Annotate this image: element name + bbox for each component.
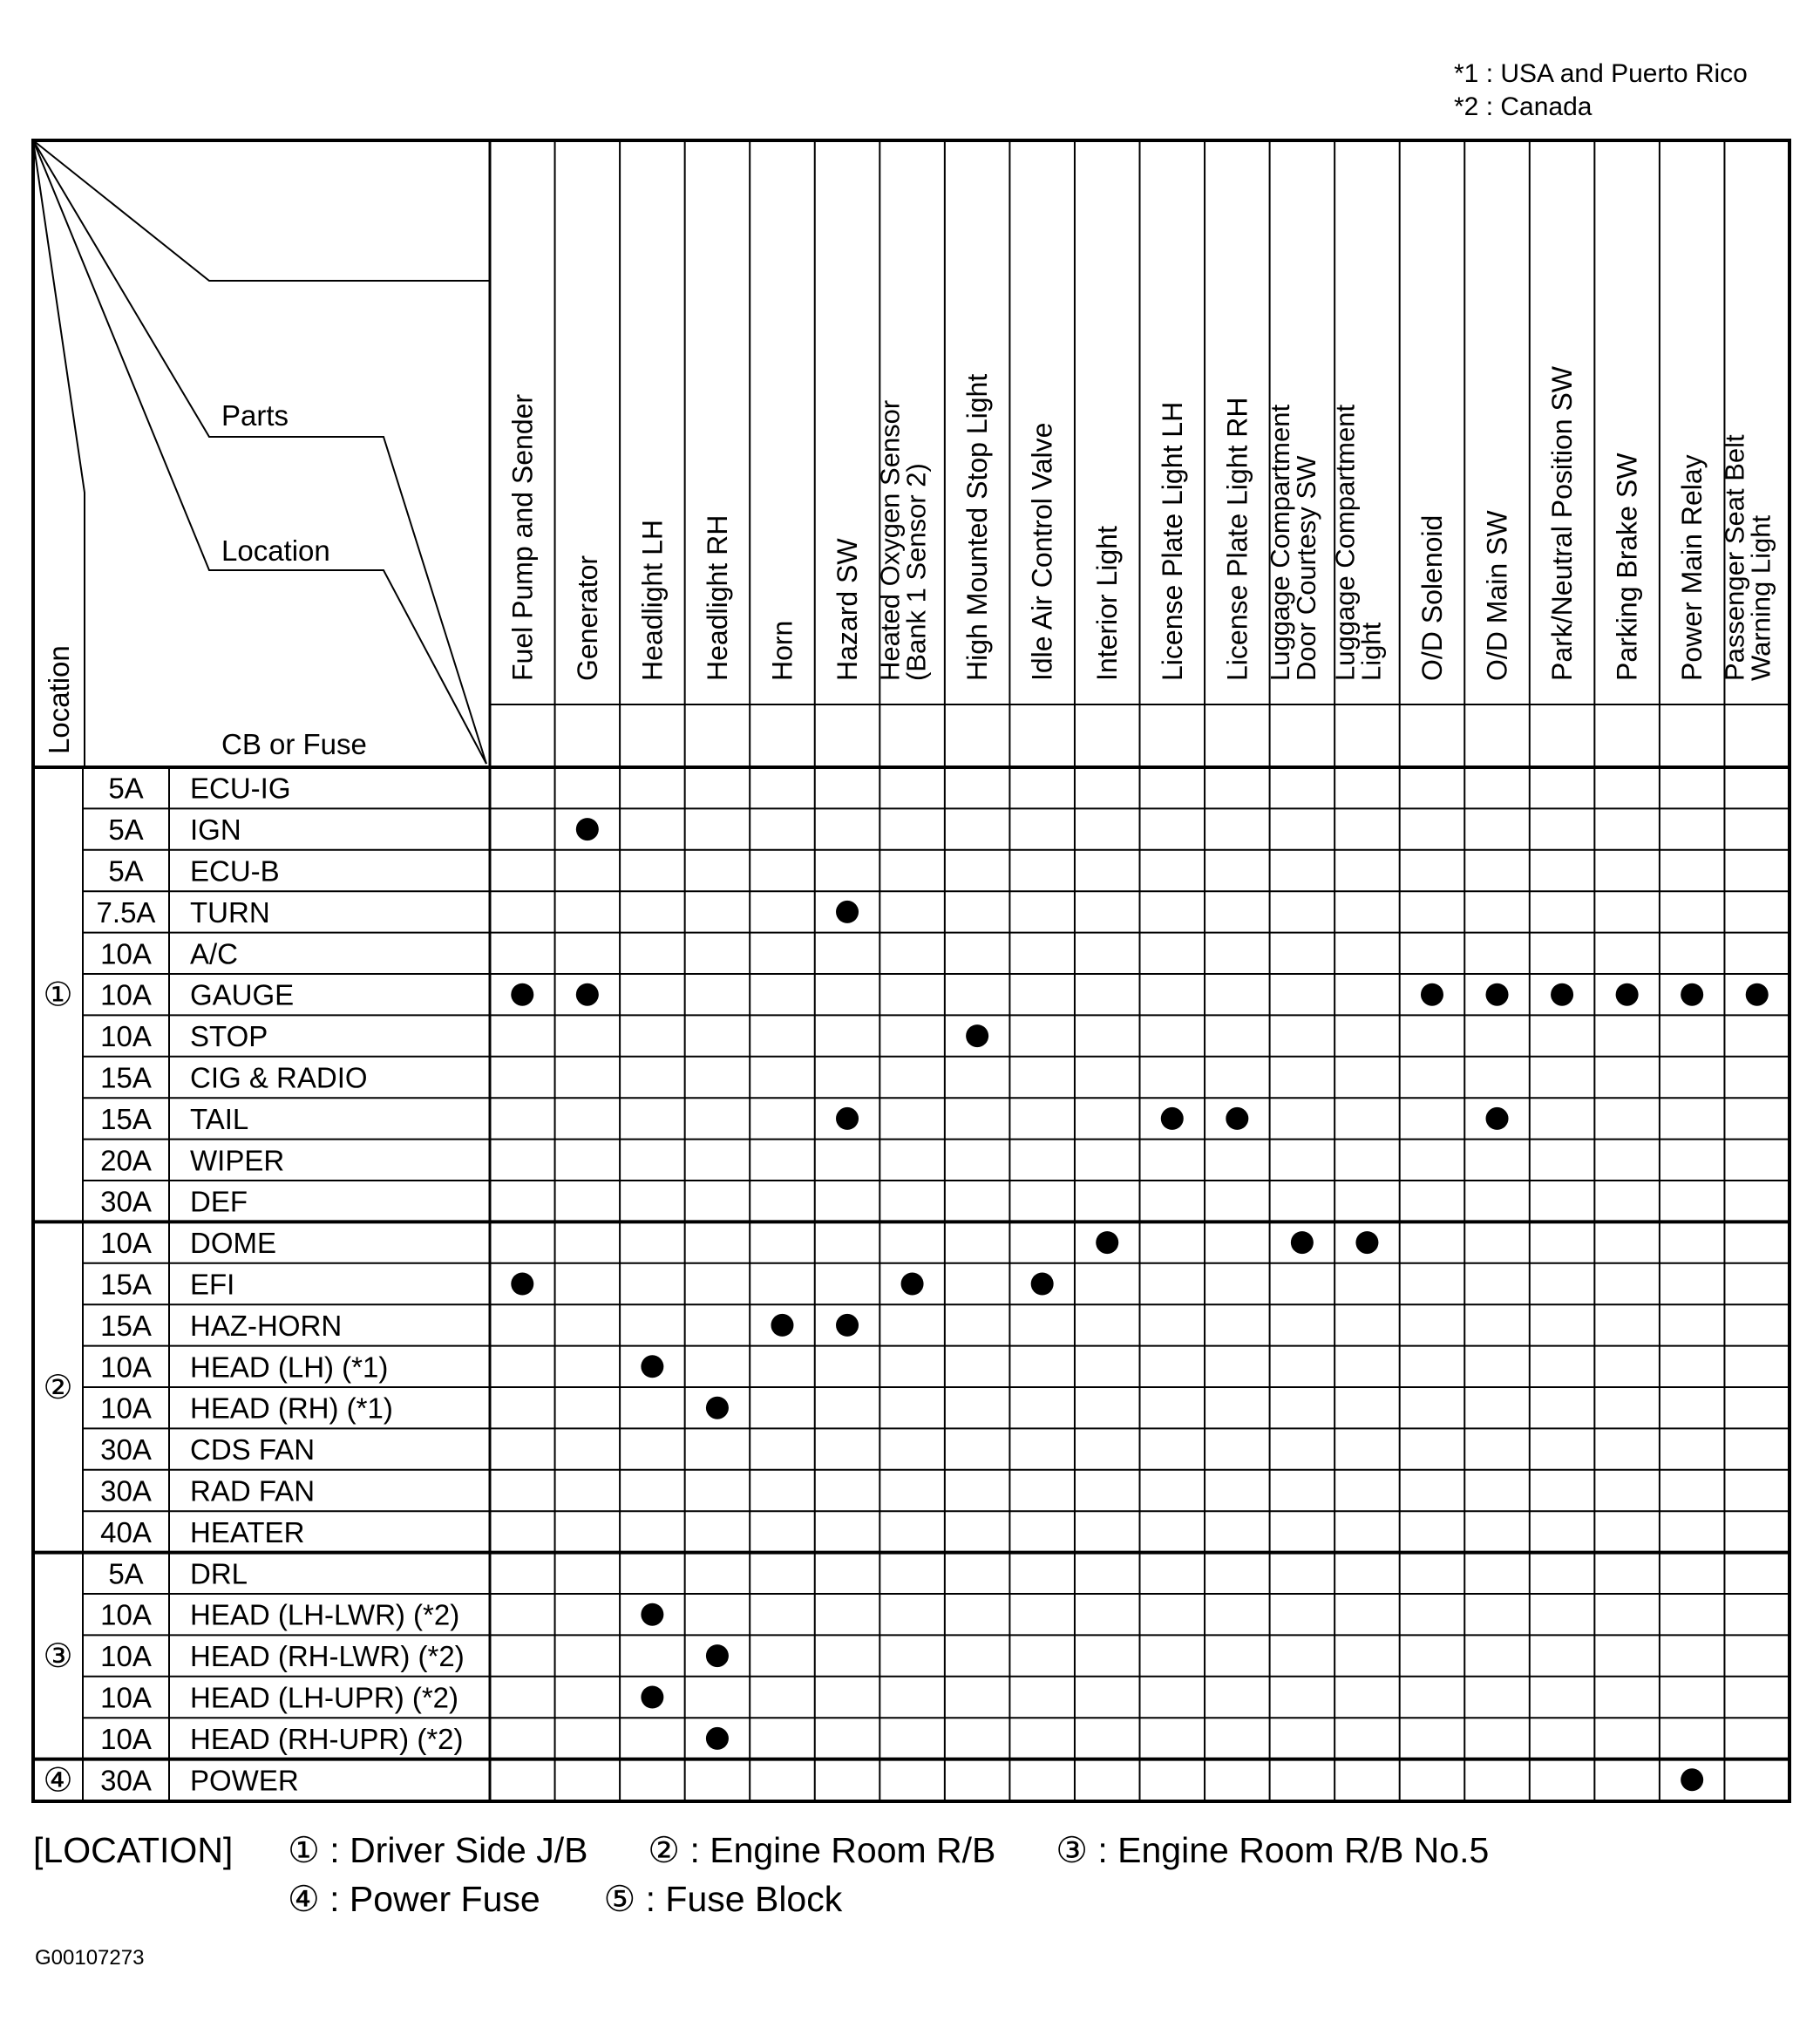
part-header-label: Interior Light [1091,526,1124,681]
fuse-name: CDS FAN [190,1433,316,1467]
part-header-label: Power Main Relay [1676,454,1708,681]
part-header-label: Headlight LH [636,520,669,681]
connection-dot [1031,1273,1054,1296]
connection-dot [576,818,599,840]
fuse-name: A/C [190,937,239,970]
part-header-label: Generator [571,555,603,681]
table-row [100,1351,663,1383]
part-header-label: License Plate Light LH [1156,401,1188,681]
legend-item-2: ② : Engine Room R/B [648,1830,996,1870]
fuse-name: GAUGE [190,978,295,1011]
fuse-name: HEATER [190,1515,305,1548]
fuse-name: TAIL [190,1102,249,1135]
connection-dot [1226,1107,1248,1130]
table-row [100,1433,315,1466]
fuse-name: RAD FAN [190,1474,316,1507]
connection-dot [771,1314,793,1337]
table-row [100,1186,248,1218]
part-header-label: High Mounted Stop Light [961,373,994,681]
connection-dot [1746,983,1769,1006]
fuse-amperage: 10A [100,1020,152,1053]
part-header-label: Luggage Compartment [1264,404,1295,681]
fuse-name: HAZ-HORN [190,1309,343,1342]
footnote-1: *1 : USA and Puerto Rico [1454,59,1748,88]
fuse-name: DRL [190,1557,248,1590]
connection-dot [1291,1231,1314,1254]
fuse-amperage: 20A [100,1144,152,1177]
corner-parts-label: Parts [221,399,289,432]
part-headers [506,365,1776,681]
connection-dot [1616,983,1639,1006]
table-row [100,1764,1703,1796]
fuse-amperage: 5A [108,772,144,805]
connection-dot [511,1273,533,1296]
legend-item-1: ① : Driver Side J/B [288,1830,588,1870]
fuse-amperage: 30A [100,1764,152,1797]
table-row [100,1475,315,1507]
part-header-label: Luggage Compartment [1329,404,1361,681]
location-marker: ③ [43,1638,73,1676]
table-grid-lines [33,140,1789,1801]
corner-location-label: Location [221,534,330,567]
connection-dot [1096,1231,1118,1254]
part-header-label: Heated Oxygen Sensor [874,399,906,681]
connection-dot [1161,1107,1184,1130]
corner-diagonal [33,140,486,764]
table-row [100,1682,663,1714]
table-row [100,1144,284,1176]
table-row [100,1227,1378,1259]
fuse-amperage: 10A [100,1351,152,1384]
fuse-amperage: 5A [108,813,144,847]
part-header-label: Light [1355,622,1387,681]
part-header-label: Door Courtesy SW [1290,455,1321,681]
table-row [97,896,859,929]
connection-dot [836,1314,859,1337]
fuse-amperage: 30A [100,1474,152,1507]
part-header-label: Passenger Seat Belt [1719,434,1750,681]
figure-id: G00107273 [35,1946,145,1970]
fuse-name: HEAD (LH) (*1) [190,1351,389,1384]
legend-item-3: ③ : Engine Room R/B No.5 [1056,1830,1490,1870]
part-header-label: O/D Main SW [1481,510,1513,681]
connection-dot [836,1107,859,1130]
location-marker: ④ [43,1762,73,1800]
fuse-amperage: 10A [100,1598,152,1631]
connection-dot [1486,983,1509,1006]
part-header-label: Park/Neutral Position SW [1546,365,1579,681]
connection-dot [1486,1107,1509,1130]
fuse-name: ECU-B [190,854,280,888]
fuse-amperage: 15A [100,1309,152,1342]
fuse-name: STOP [190,1020,268,1053]
fuse-name: HEAD (LH-LWR) (*2) [190,1598,460,1631]
connection-dot [836,901,859,923]
table-row [100,1310,859,1342]
location-marker: ① [43,977,73,1014]
fuse-amperage: 10A [100,1640,152,1673]
fuse-amperage: 30A [100,1185,152,1218]
connection-dot [641,1686,663,1709]
fuse-name: HEAD (RH-UPR) (*2) [190,1722,464,1755]
fuse-amperage: 30A [100,1433,152,1467]
connection-dot [511,983,533,1006]
corner-fuse-label: CB or Fuse [221,728,367,760]
connection-dot [706,1397,729,1419]
fuse-amperage: 10A [100,1392,152,1425]
fuse-amperage: 15A [100,1102,152,1135]
connection-dot [641,1603,663,1626]
table-row [100,1020,988,1052]
fuse-amperage: 5A [108,1557,144,1590]
connection-dot [1421,983,1443,1006]
fuse-name: CIG & RADIO [190,1061,368,1094]
fuse-amperage: 10A [100,1722,152,1755]
part-header-label: O/D Solenoid [1416,514,1448,681]
part-header-label: Parking Brake SW [1611,453,1643,681]
legend-item-4: ④ : Power Fuse [288,1879,540,1919]
legend-item-5: ⑤ : Fuse Block [603,1879,843,1919]
fuse-amperage: 10A [100,978,152,1011]
table-row [108,813,599,846]
fuse-amperage: 10A [100,1681,152,1714]
table-row [100,979,1769,1011]
fuse-name: WIPER [190,1144,285,1177]
part-header-label: (Bank 1 Sensor 2) [900,463,932,681]
fuse-name: DOME [190,1227,276,1260]
table-body [43,772,1768,1800]
table-row [100,1392,729,1425]
fuse-amperage: 40A [100,1515,152,1548]
location-marker: ② [43,1370,73,1406]
fuse-amperage: 15A [100,1268,152,1301]
table-row [108,855,279,888]
table-row [100,1516,304,1548]
footnote-2: *2 : Canada [1454,92,1592,121]
fuse-name: ECU-IG [190,772,291,805]
corner-diagonal [33,140,490,281]
fuse-amperage: 10A [100,1227,152,1260]
connection-dot [1551,983,1573,1006]
part-header-label: Idle Air Control Valve [1026,422,1058,681]
fuse-amperage: 5A [108,854,144,888]
connection-dot [1355,1231,1378,1254]
connection-dot [1681,1768,1703,1791]
table-row [100,1062,367,1094]
fuse-name: DEF [190,1185,248,1218]
location-column-label: Location [43,645,75,754]
fuse-name: HEAD (LH-UPR) (*2) [190,1681,459,1714]
part-header-label: Warning Light [1745,514,1776,681]
header-corner-lines [33,140,490,767]
connection-dot [706,1644,729,1667]
corner-diagonal [33,140,486,764]
part-header-label: Fuel Pump and Sender [506,393,539,681]
fuse-name: HEAD (RH-LWR) (*2) [190,1640,465,1673]
table-row [100,1723,729,1755]
connection-dot [576,983,599,1006]
fuse-name: HEAD (RH) (*1) [190,1392,393,1425]
connection-dot [641,1355,663,1378]
table-row [100,1599,663,1631]
connection-dot [1681,983,1703,1006]
fuse-name: IGN [190,813,241,847]
table-row [100,1269,1054,1301]
connection-dot [901,1273,924,1296]
connection-dot [966,1024,988,1047]
legend-title: [LOCATION] [33,1830,234,1870]
part-header-label: Horn [766,620,798,681]
part-header-label: License Plate Light RH [1221,397,1253,681]
table-row [108,1557,248,1589]
fuse-name: TURN [190,895,270,929]
table-row [100,1103,1508,1135]
part-header-label: Hazard SW [832,538,864,681]
table-row [108,772,290,805]
fuse-amperage: 15A [100,1061,152,1094]
fuse-amperage: 7.5A [96,895,156,929]
table-row [100,1640,729,1672]
part-header-label: Headlight RH [701,514,733,681]
fuse-amperage: 10A [100,937,152,970]
fuse-name: EFI [190,1268,235,1301]
connection-dot [706,1727,729,1750]
fuse-name: POWER [190,1764,299,1797]
